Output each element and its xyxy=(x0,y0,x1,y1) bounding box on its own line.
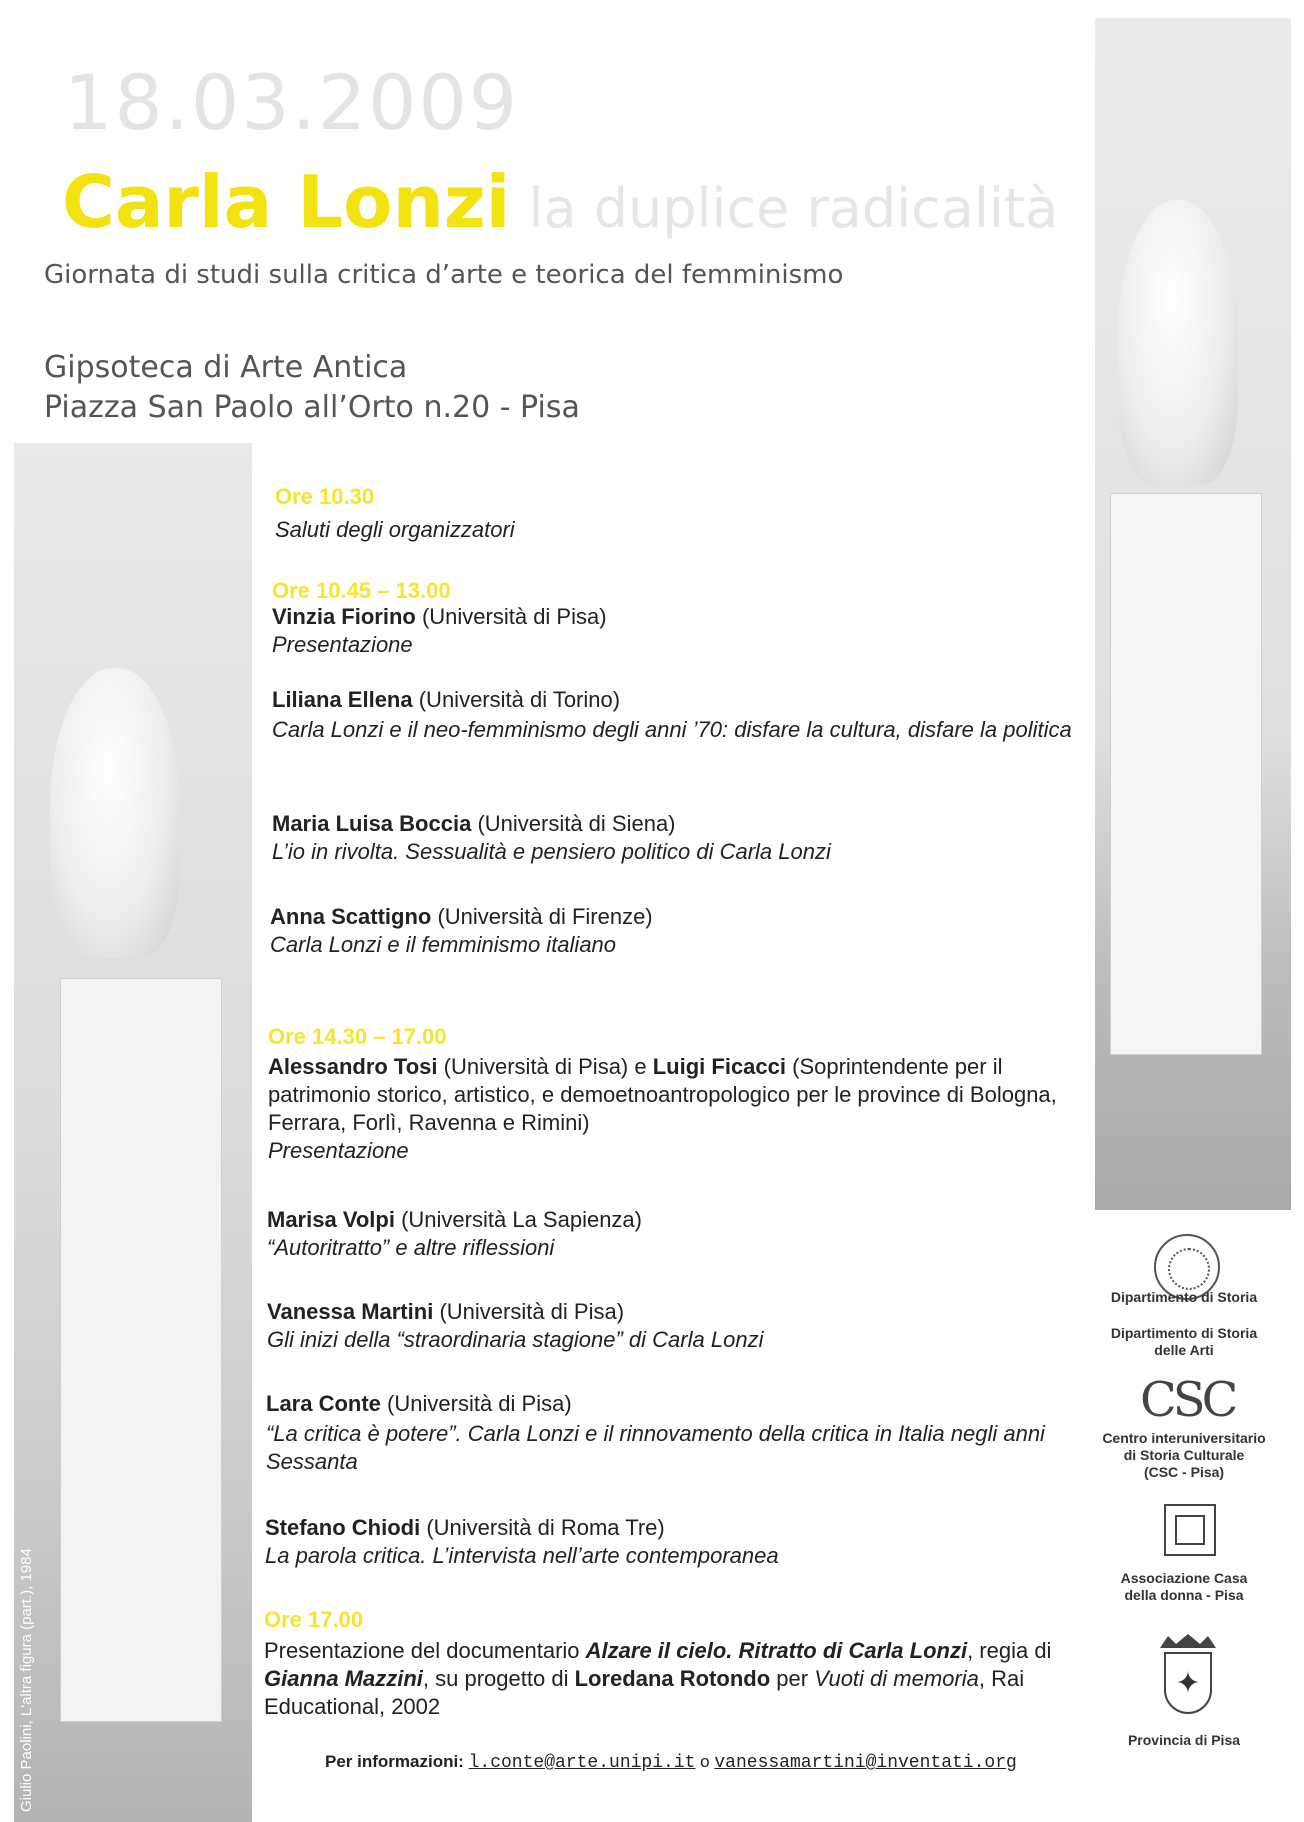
talk-title: “La critica è potere”. Carla Lonzi e il rinnovamento della critica in Italia negli anni Sessanta xyxy=(266,1421,1045,1474)
contact-label: Per informazioni: xyxy=(325,1752,464,1771)
logo-label-provincia: Provincia di Pisa xyxy=(1127,1732,1241,1748)
session-2-time xyxy=(272,578,1072,604)
session-1 xyxy=(275,484,1075,544)
documentary-series: Vuoti di memoria xyxy=(814,1666,979,1691)
program-entry xyxy=(265,1514,1065,1570)
talk-title: “Autoritratto” e altre riflessioni xyxy=(267,1235,555,1260)
documentary-producer: Loredana Rotondo xyxy=(574,1666,771,1691)
documentary-text: , su progetto di xyxy=(422,1666,569,1691)
speaker-affiliation: (Università di Firenze) xyxy=(437,904,653,929)
csc-logo: CSC xyxy=(1140,1372,1235,1428)
provincia-coat-of-arms-icon: ✦ xyxy=(1164,1652,1212,1714)
speaker-name: Liliana Ellena xyxy=(272,687,413,712)
contact-email-2[interactable]: vanessamartini@inventati.org xyxy=(714,1753,1017,1773)
documentary-text: , Rai Educational, 2002 xyxy=(264,1666,1025,1719)
speaker-name: Marisa Volpi xyxy=(267,1207,395,1232)
speaker-name: Vanessa Martini xyxy=(267,1299,434,1324)
program-entry xyxy=(270,903,1070,959)
speaker-affiliation: (Università di Pisa) xyxy=(387,1391,572,1416)
talk-title: Gli inizi della “straordinaria stagione” di Carla Lonzi xyxy=(267,1327,764,1352)
talk-title: Presentazione xyxy=(272,632,413,657)
contact-email-1[interactable]: l.conte@arte.unipi.it xyxy=(468,1753,696,1773)
program-entry xyxy=(272,810,1072,866)
talk-title: Presentazione xyxy=(268,1138,409,1163)
program-entry xyxy=(268,1053,1058,1165)
bust-right xyxy=(1118,200,1238,485)
documentary-text: per xyxy=(776,1666,809,1691)
logo-label-csc xyxy=(1094,1430,1274,1481)
logo-label-line: di Storia Culturale xyxy=(1123,1447,1245,1463)
program-entry xyxy=(267,1298,1067,1354)
speaker-affiliation: (Università di Roma Tre) xyxy=(426,1515,665,1540)
event-title: Carla Lonzi xyxy=(62,160,511,244)
logo-label-line: Associazione Casa xyxy=(1120,1570,1248,1586)
logo-label-dept-arti xyxy=(1094,1325,1274,1359)
logo-label-casa-donna xyxy=(1094,1570,1274,1604)
speaker-name: Alessandro Tosi xyxy=(268,1054,438,1079)
event-title-sub: la duplice radicalità xyxy=(528,177,1059,240)
logo-label-line: della donna - Pisa xyxy=(1124,1587,1244,1603)
program-entry xyxy=(272,686,1072,744)
session-time: Ore 10.45 – 13.00 xyxy=(272,578,451,603)
speaker-affiliation: (Università di Torino) xyxy=(418,687,621,712)
speaker-affiliation: (Università di Siena) xyxy=(477,811,676,836)
talk-title: La parola critica. L’intervista nell’arte contemporanea xyxy=(265,1543,779,1568)
speaker-affiliation: (Università di Pisa) xyxy=(421,604,607,629)
logo-label-dept-storia: Dipartimento di Storia xyxy=(1110,1289,1258,1305)
logo-label-line: (CSC - Pisa) xyxy=(1143,1464,1225,1480)
venue-address: Piazza San Paolo all’Orto n.20 - Pisa xyxy=(44,390,580,425)
documentary-title: Alzare il cielo. Ritratto di Carla Lonzi xyxy=(585,1638,968,1663)
talk-title: L’io in rivolta. Sessualità e pensiero politico di Carla Lonzi xyxy=(272,839,831,864)
event-subtitle: Giornata di studi sulla critica d’arte e teorica del femminismo xyxy=(44,260,844,290)
session-4 xyxy=(264,1607,1064,1721)
pedestal-left xyxy=(60,978,222,1722)
session-time: Ore 10.30 xyxy=(275,484,375,509)
logo-label-line: Dipartimento di Storia xyxy=(1110,1325,1258,1341)
venue-name: Gipsoteca di Arte Antica xyxy=(44,350,408,385)
session-3-time xyxy=(268,1024,1068,1050)
speaker-name: Anna Scattigno xyxy=(270,904,432,929)
program-entry xyxy=(266,1390,1066,1476)
title-line xyxy=(62,160,1058,244)
speaker-affiliation: (Università La Sapienza) xyxy=(401,1207,642,1232)
documentary-text: Presentazione del documentario xyxy=(264,1638,580,1663)
talk-title: Carla Lonzi e il femminismo italiano xyxy=(270,932,617,957)
photo-credit: Giulio Paolini, L'altra figura (part.), 1984 xyxy=(18,1548,35,1812)
session-time: Ore 17.00 xyxy=(264,1607,364,1632)
program-entry xyxy=(267,1206,1067,1262)
speaker-affiliation: (Università di Pisa) xyxy=(439,1299,625,1324)
casa-donna-logo-icon xyxy=(1164,1504,1216,1556)
speaker-affiliation: (Università di Pisa) e xyxy=(443,1054,647,1079)
talk-title: Carla Lonzi e il neo-femminismo degli anni ’70: disfare la cultura, disfare la politica xyxy=(272,717,1072,742)
bust-left xyxy=(50,668,180,958)
speaker-name: Maria Luisa Boccia xyxy=(272,811,472,836)
logo-label-line: delle Arti xyxy=(1154,1342,1214,1358)
talk-title: Saluti degli organizzatori xyxy=(275,517,515,542)
pedestal-right xyxy=(1110,493,1262,1055)
speaker-name-2: Luigi Ficacci xyxy=(652,1054,786,1079)
contact-info xyxy=(325,1752,1017,1773)
speaker-name: Vinzia Fiorino xyxy=(272,604,416,629)
contact-separator: o xyxy=(700,1752,710,1771)
logo-label-line: Centro interuniversitario xyxy=(1102,1430,1266,1446)
speaker-affiliation-2: (Soprintendente per il patrimonio storico, artistico, e demoetnoantropologico per le province di Bologna, Ferrara, Forlì, Ravenna e Rimini) xyxy=(268,1054,1057,1135)
session-time: Ore 14.30 – 17.00 xyxy=(268,1024,447,1049)
speaker-name: Stefano Chiodi xyxy=(265,1515,421,1540)
event-date: 18.03.2009 xyxy=(64,58,520,147)
documentary-text: , regia di xyxy=(967,1638,1052,1663)
crown-icon xyxy=(1158,1632,1218,1650)
program-entry xyxy=(272,603,1072,659)
documentary-director: Gianna Mazzini xyxy=(264,1666,423,1691)
speaker-name: Lara Conte xyxy=(266,1391,381,1416)
